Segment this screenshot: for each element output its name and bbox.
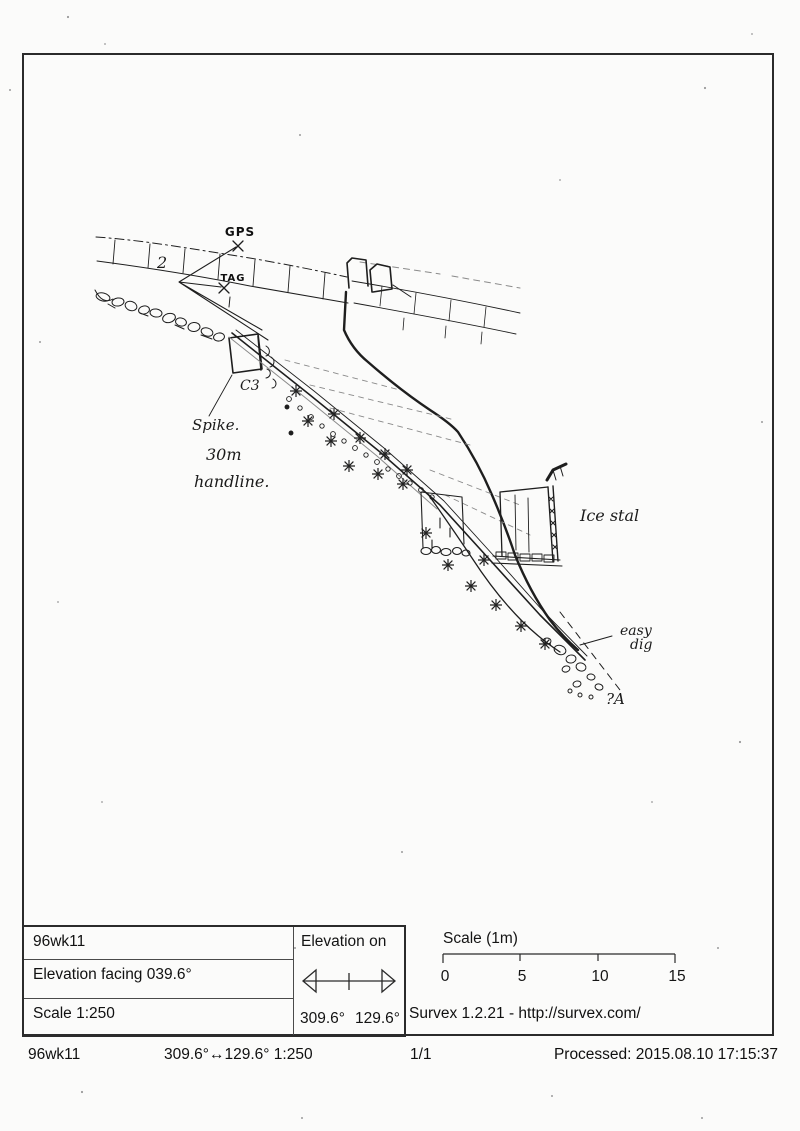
bearing-right: 129.6° (355, 1010, 400, 1027)
scale-tick-10: 10 (591, 968, 609, 985)
cliff-hatching (285, 360, 530, 535)
elevation-facing: Elevation facing 039.6° (24, 960, 293, 999)
footer-bearings: 309.6°↔129.6° 1:250 (164, 1046, 313, 1063)
scale-tick-15: 15 (668, 968, 686, 985)
scale-bar-label: Scale (1m) (443, 930, 518, 947)
c3-label: C3 (240, 378, 260, 394)
info-table-right-column (294, 927, 404, 1035)
gps-station-x-marker (233, 241, 243, 251)
footer-page-number: 1/1 (410, 1046, 432, 1063)
survex-credit: Survex 1.2.21 - http://survex.com/ (409, 1005, 641, 1022)
ice-stal-structure (478, 464, 639, 566)
spike-annotation (192, 416, 269, 491)
bottom-rocks (543, 636, 612, 699)
scale-tick-0: 0 (440, 968, 450, 985)
elevation-on-label: Elevation on (301, 933, 387, 950)
survey-station-group (156, 225, 268, 340)
wall-number-label: 2 (157, 253, 168, 272)
footer-processed-timestamp: Processed: 2015.08.10 17:15:37 (553, 1046, 778, 1063)
rope-length-label: 30m (206, 445, 242, 464)
survey-name: 96wk11 (24, 927, 293, 960)
handline-label: handline. (194, 472, 270, 491)
easy-dig-label-2: dig (630, 637, 653, 653)
entrance-box (209, 334, 276, 416)
spike-label: Spike. (192, 416, 240, 434)
pebble-trail (285, 397, 434, 500)
slope-line (229, 330, 620, 690)
gps-label: GPS (224, 225, 256, 239)
tag-label: TAG (220, 273, 246, 284)
footer (0, 1046, 800, 1068)
tag-station-x-marker (219, 283, 229, 293)
footer-survey-name: 96wk11 (28, 1046, 81, 1063)
scale-bar (435, 928, 705, 992)
cliff-outline (344, 258, 578, 652)
query-a-label: ?A (606, 690, 625, 708)
info-table (22, 925, 406, 1037)
scale-tick-5: 5 (517, 968, 527, 985)
scale-bar-ruler (435, 950, 695, 966)
bearing-left: 309.6° (300, 1010, 345, 1027)
dashed-continuation (560, 612, 620, 690)
easy-dig-pointer (580, 636, 612, 645)
info-table-left-column (24, 927, 294, 1035)
easy-dig-label-1: easy (620, 623, 652, 639)
scale-text: Scale 1:250 (33, 1005, 115, 1022)
double-arrow-icon (298, 963, 400, 999)
ice-stal-label: Ice stal (580, 506, 640, 525)
